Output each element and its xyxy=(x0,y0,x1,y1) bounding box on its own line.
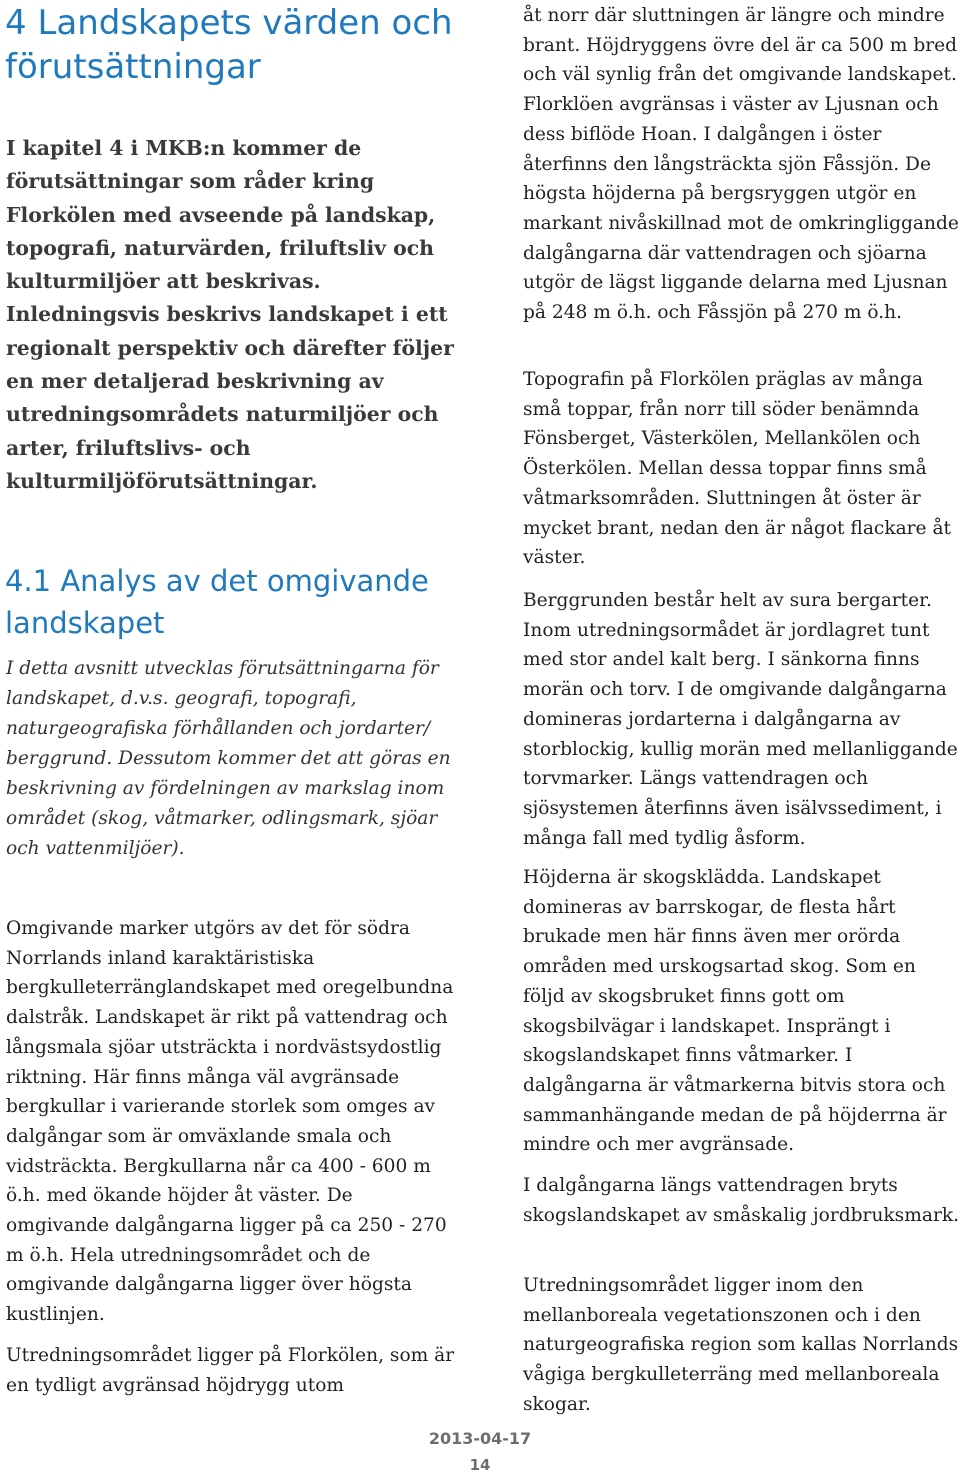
paragraph-study-area-location: Utredningsområdet ligger på Florkölen, som är en tydligt avgränsad höjdrygg utom xyxy=(6,1345,455,1396)
paragraph-agriculture: I dalgångarna längs vattendragen bryts skogslandskapet av småskalig jordbruksmark. xyxy=(523,1175,960,1226)
footer-date: 2013-04-17 xyxy=(428,1429,532,1448)
section-intro: I detta avsnitt utvecklas förutsättningarna för landskapet, d.v.s. geografi, topografi, naturgeografiska förhållanden och jordarter/ berggrund. Dessutom kommer det att göras en beskrivning av fördelningen av markslag inom området (skog, våtmarker, odlingsmark, sjöar och vattenmiljöer). xyxy=(6,658,451,859)
chapter-title: 4 Landskapets värden och förutsättningar xyxy=(5,3,453,87)
section-title: 4.1 Analys av det omgivande landskapet xyxy=(5,564,429,640)
paragraph-forest: Höjderna är skogsklädda. Landskapet domineras av barrskogar, de flesta hårt brukade men här finns även mer orörda områden med urskogsartad skog. Som en följd av skogsbruket finns gott om skogsbilvägar i landskapet. Insprängt i skogslandskapet finns våtmarker. I dalgångarna är våtmarkerna bitvis stora och sammanhängande medan de på höjderrna är mindre och mer avgränsade. xyxy=(523,867,947,1156)
page-number: 14 xyxy=(469,1456,491,1474)
paragraph-landscape-overview: Omgivande marker utgörs av det för södra Norrlands inland karaktäristiska bergkulleterränglandskapet med oregelbundna dalstråk. Landskapet är rikt på vattendrag och långsmala sjöar utsträckta i nordvästsydostlig riktning. Här finns många väl avgränsade bergkullar i varierande storlek som omges av dalgångar som är omväxlande smala och vidsträckta. Bergkullarna når ca 400 - 600 m ö.h. med ökande höjder åt väster. De omgivande dalgångarna ligger på ca 250 - 270 m ö.h. Hela utredningsområdet och de omgivande dalgångarna ligger över högsta kustlinjen. xyxy=(6,918,454,1326)
chapter-intro: I kapitel 4 i MKB:n kommer de förutsättningar som råder kring Florkölen med avseende på landskap, topografi, naturvärden, friluftsliv och kulturmiljöer att beskrivas. Inledningsvis beskrivs landskapet i ett regionalt perspektiv och därefter följer en mer detaljerad beskrivning av utredningsområdets naturmiljöer och arter, friluftslivs- och kulturmiljöförutsättningar. xyxy=(6,136,454,493)
paragraph-ridge-description: åt norr där sluttningen är längre och mindre brant. Höjdryggens övre del är ca 500 m bred och väl synlig från det omgivande landskapet. Florklöen avgränsas i väster av Ljusnan och dess biflöde Hoan. I dalgången i öster återfinns den långsträckta sjön Fåssjön. De högsta höjderna på bergsryggen utgör en markant nivåskillnad mot de omkringliggande dalgångarna där vattendragen och sjöarna utgör de lägst liggande delarna med Ljusnan på 248 m ö.h. och Fåssjön på 270 m ö.h. xyxy=(523,5,959,324)
paragraph-topography: Topografin på Florkölen präglas av många små toppar, från norr till söder benämnda Fönsberget, Västerkölen, Mellankölen och Österkölen. Mellan dessa toppar finns små våtmarksområden. Sluttningen åt öster är mycket brant, nedan den är något flackare åt väster. xyxy=(523,369,952,569)
paragraph-vegetation-zone: Utredningsområdet ligger inom den mellanboreala vegetationszonen och i den naturgeografiska region som kallas Norrlands vågiga bergkulleterräng med mellanboreala skogar. xyxy=(523,1275,959,1415)
paragraph-bedrock: Berggrunden består helt av sura bergarter. Inom utredningsormådet är jordlagret tunt med stor andel kalt berg. I sänkorna finns morän och torv. I de omgivande dalgångarna domineras jordarterna i dalgångarna av storblockig, kullig morän med mellanliggande torvmarker. Längs vattendragen och sjösystemen återfinns även isälvssediment, i många fall med tydlig åsform. xyxy=(523,590,958,849)
